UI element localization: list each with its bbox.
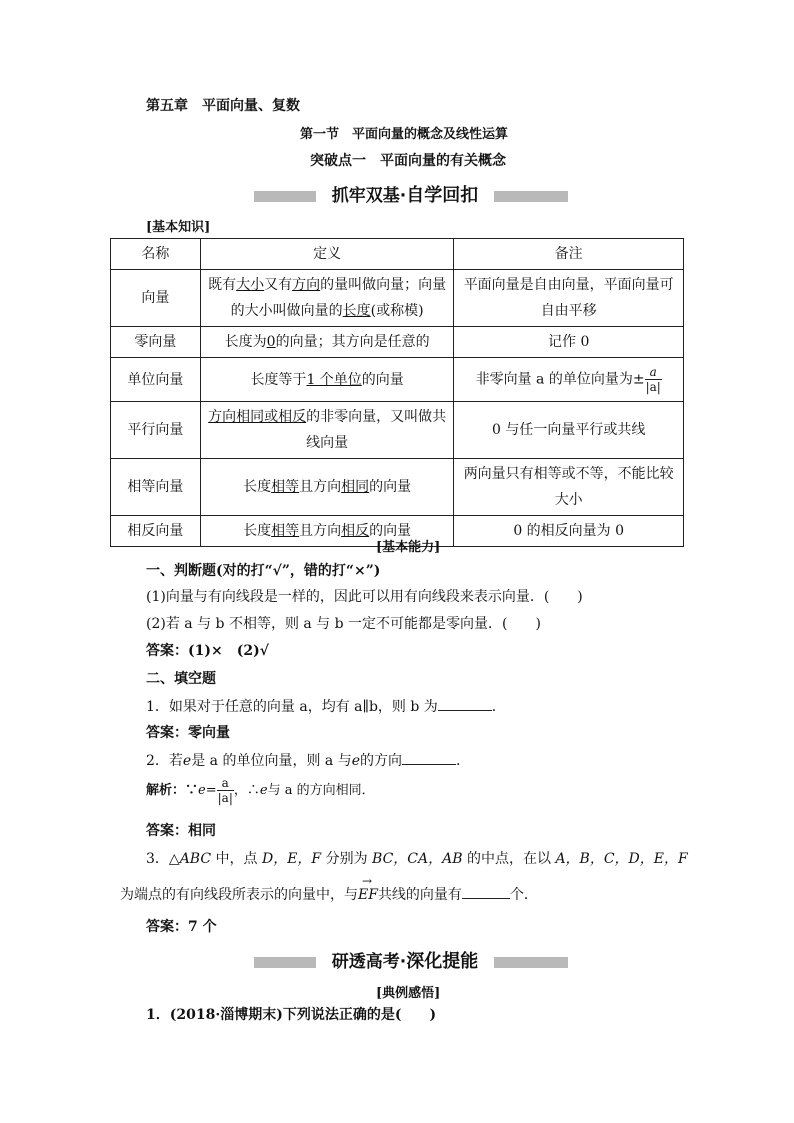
cell-note: 0 与任一向量平行或共线 bbox=[454, 402, 684, 459]
part2-title: 二、填空题 bbox=[146, 671, 216, 687]
cell-name: 向量 bbox=[111, 270, 201, 327]
part2-question-1 bbox=[146, 696, 506, 716]
def-underlined: 相等 bbox=[271, 523, 300, 539]
question-text: 为端点的有向线段所表示的向量中，与 bbox=[120, 887, 358, 903]
vector-e: e bbox=[198, 783, 206, 798]
note-text: 非零向量 a 的单位向量为± bbox=[475, 371, 645, 388]
banner-right-text: 自学回扣 bbox=[406, 185, 479, 206]
question-text: 是 a 的单位向量，则 a 与 bbox=[191, 753, 352, 769]
fraction-numerator: a bbox=[645, 365, 662, 380]
cell-definition bbox=[200, 358, 454, 402]
header-definition: 定义 bbox=[200, 239, 454, 270]
answer-blank bbox=[462, 884, 510, 899]
basic-knowledge-label: [基本知识] bbox=[146, 220, 211, 235]
cell-definition bbox=[200, 459, 454, 516]
question-text: 3．△ bbox=[146, 851, 180, 867]
cell-note bbox=[454, 358, 684, 402]
def-text: 长度为 bbox=[224, 334, 267, 350]
analysis-text: = bbox=[205, 783, 217, 798]
example-question-1: 1．(2018·淄博期末)下列说法正确的是( ) bbox=[146, 1007, 437, 1023]
answer-blank bbox=[438, 696, 492, 711]
analysis-text: ，∴ bbox=[233, 783, 260, 798]
def-underlined: 方向相同或相反 bbox=[208, 409, 307, 425]
banner-text bbox=[322, 184, 488, 208]
part2-question-2 bbox=[146, 750, 470, 770]
analysis-text: 解析：∵ bbox=[146, 783, 199, 798]
def-text: 的向量 bbox=[361, 371, 404, 388]
cell-name: 相反向量 bbox=[111, 516, 201, 547]
question-end: ． bbox=[491, 699, 506, 715]
fraction-denominator: |a| bbox=[645, 380, 661, 394]
def-text: 既有 bbox=[208, 277, 237, 293]
question-text: 共线的向量有 bbox=[377, 887, 462, 903]
part2-question-3-line-1 bbox=[146, 848, 688, 868]
def-text: 的向量；其方向是任意的 bbox=[275, 334, 430, 350]
unit-vector-fraction bbox=[645, 365, 662, 394]
basic-ability-label: [基本能力] bbox=[376, 540, 441, 555]
banner-right-text: 深化提能 bbox=[406, 951, 479, 972]
subsection-title: 突破点一 平面向量的有关概念 bbox=[310, 153, 506, 169]
part2-analysis bbox=[146, 776, 375, 805]
triangle-name: ABC bbox=[179, 851, 212, 867]
question-text: 中，点 bbox=[211, 851, 262, 867]
concept-table bbox=[110, 238, 684, 547]
analysis-fraction bbox=[217, 776, 234, 805]
cell-definition bbox=[200, 327, 454, 358]
header-note: 备注 bbox=[454, 239, 684, 270]
banner-bar-right bbox=[494, 957, 568, 968]
def-text: 的量叫做向量；向量的大小叫做向量的 bbox=[230, 277, 447, 319]
table-row bbox=[111, 270, 684, 327]
analysis-text: 与 a 的方向相同． bbox=[267, 783, 375, 798]
def-text: 长度 bbox=[243, 479, 272, 495]
vector-e: e bbox=[182, 753, 192, 769]
def-underlined: 0 bbox=[266, 334, 276, 350]
question-end: ． bbox=[456, 753, 471, 769]
question-end: 个． bbox=[509, 887, 538, 903]
cell-note: 记作 0 bbox=[454, 327, 684, 358]
def-underlined: 大小 bbox=[236, 277, 265, 293]
table-header-row bbox=[111, 239, 684, 270]
table-row bbox=[111, 402, 684, 459]
question-text: 分别为 bbox=[321, 851, 373, 867]
part1-question-1: (1)向量与有向线段是一样的，因此可以用有向线段来表示向量．( ) bbox=[146, 589, 583, 605]
cell-definition bbox=[200, 402, 454, 459]
banner-bar-right bbox=[494, 191, 568, 202]
def-underlined: 相等 bbox=[271, 479, 300, 495]
part2-answer-2: 答案：相同 bbox=[146, 823, 216, 839]
def-text: 长度 bbox=[243, 523, 272, 539]
def-text: 的向量 bbox=[369, 523, 412, 539]
table-row bbox=[111, 327, 684, 358]
vector-e: e bbox=[351, 753, 361, 769]
def-text: 且方向 bbox=[299, 523, 342, 539]
sides-list: BC，CA，AB bbox=[372, 851, 463, 867]
part1-answer: 答案：(1)× (2)√ bbox=[146, 643, 269, 659]
chapter-title: 第五章 平面向量、复数 bbox=[146, 98, 300, 114]
def-text: 又有 bbox=[264, 277, 293, 293]
part2-answer-3: 答案：7 个 bbox=[146, 919, 217, 935]
banner-dot: · bbox=[399, 952, 407, 972]
def-text: 的非零向量，又叫做共线向量 bbox=[306, 409, 447, 451]
cell-note: 0 的相反向量为 0 bbox=[454, 516, 684, 547]
all-points: A，B，C，D，E，F bbox=[555, 851, 688, 867]
cell-definition bbox=[200, 270, 454, 327]
def-underlined: 相反 bbox=[341, 523, 370, 539]
cell-name: 零向量 bbox=[111, 327, 201, 358]
def-underlined: 方向 bbox=[292, 277, 321, 293]
def-underlined: 相同 bbox=[341, 479, 370, 495]
part1-title: 一、判断题(对的打“√”，错的打“×”) bbox=[146, 563, 381, 579]
cell-name: 平行向量 bbox=[111, 402, 201, 459]
def-underlined: 1 个单位 bbox=[306, 371, 362, 388]
cell-note: 两向量只有相等或不等，不能比较大小 bbox=[454, 459, 684, 516]
section-title: 第一节 平面向量的概念及线性运算 bbox=[300, 127, 509, 142]
fraction-denominator: |a| bbox=[217, 791, 233, 805]
banner-left-text: 抓牢双基 bbox=[331, 186, 400, 206]
def-text: 长度等于 bbox=[250, 371, 307, 388]
banner-dot: · bbox=[399, 186, 407, 206]
banner-left-text: 研透高考 bbox=[331, 952, 400, 972]
vector-e: e bbox=[259, 783, 268, 798]
part2-answer-1: 答案：零向量 bbox=[146, 725, 230, 741]
def-text: 且方向 bbox=[299, 479, 342, 495]
question-text: 1．如果对于任意的向量 a，均有 a∥b，则 b 为 bbox=[146, 699, 438, 715]
vector-ef: → EF bbox=[358, 887, 378, 903]
fraction-numerator: a bbox=[217, 776, 234, 791]
question-text: 的中点，在以 bbox=[462, 851, 556, 867]
points-def: D，E，F bbox=[261, 851, 322, 867]
table-row bbox=[111, 459, 684, 516]
header-name: 名称 bbox=[111, 239, 201, 270]
def-text: (或称模) bbox=[370, 303, 424, 319]
banner-exam bbox=[254, 950, 568, 974]
def-text: 的向量 bbox=[369, 479, 412, 495]
example-label: [典例感悟] bbox=[376, 986, 441, 1001]
question-text: 的方向 bbox=[360, 753, 403, 769]
cell-note: 平面向量是自由向量，平面向量可自由平移 bbox=[454, 270, 684, 327]
part2-question-3-line-2 bbox=[120, 884, 538, 904]
part1-question-2: (2)若 a 与 b 不相等，则 a 与 b 一定不可能都是零向量．( ) bbox=[146, 616, 541, 632]
question-text: 2．若 bbox=[146, 753, 183, 769]
def-underlined: 长度 bbox=[342, 303, 371, 319]
table-row bbox=[111, 358, 684, 402]
banner-basics bbox=[254, 184, 568, 208]
banner-text bbox=[322, 950, 488, 974]
banner-bar-left bbox=[254, 957, 316, 968]
banner-bar-left bbox=[254, 191, 316, 202]
cell-name: 相等向量 bbox=[111, 459, 201, 516]
cell-name: 单位向量 bbox=[111, 358, 201, 402]
answer-blank bbox=[402, 750, 456, 765]
